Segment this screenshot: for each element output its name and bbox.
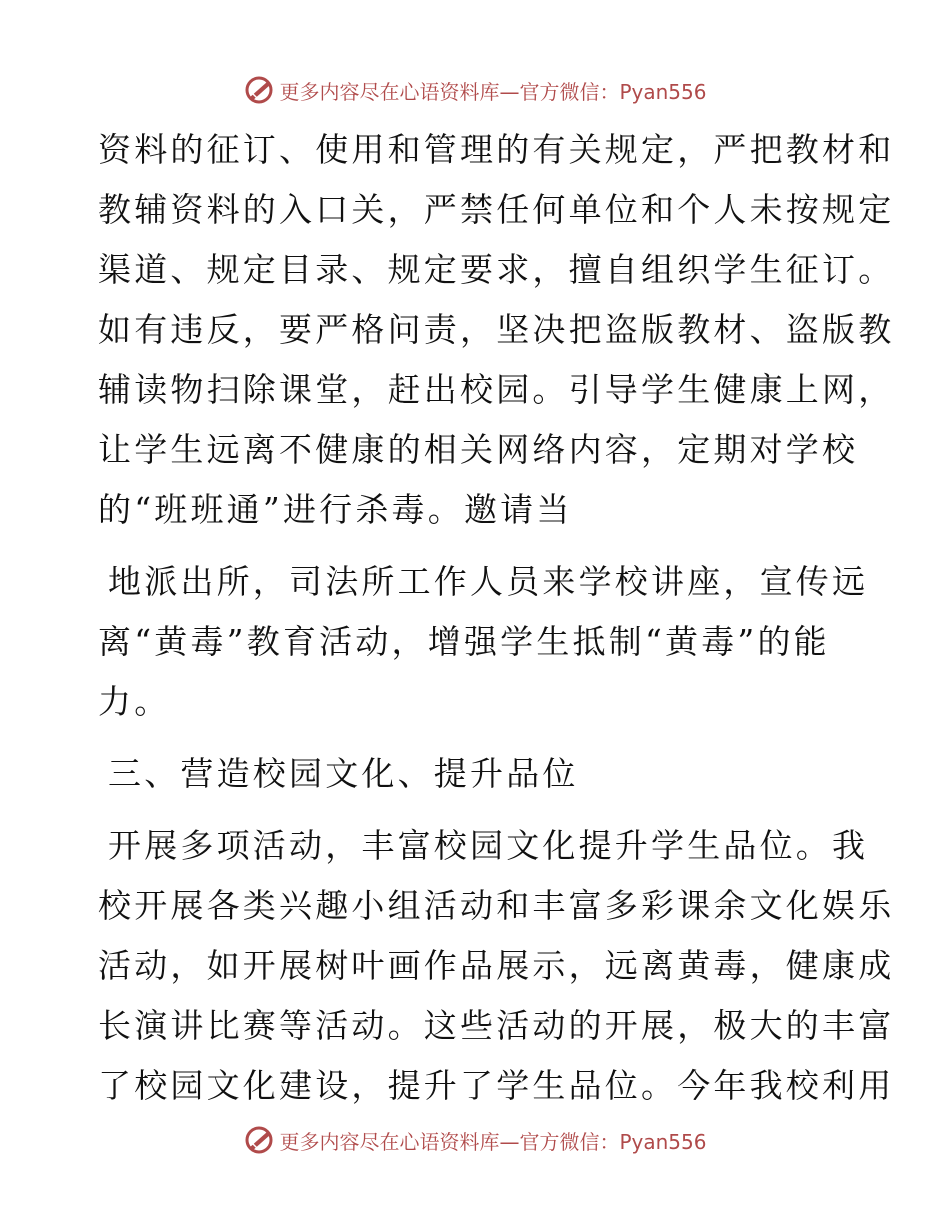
footer-watermark [0, 1120, 950, 1160]
paragraph [98, 120, 895, 540]
text-line: 的“班班通”进行杀毒。邀请当 [98, 490, 573, 529]
text-line: 渠道、规定目录、规定要求，擅自组织学生征订。 [98, 250, 895, 289]
text-line: 如有违反，要严格问责，坚决把盗版教材、盗版教 [98, 310, 895, 349]
watermark-text: 更多内容尽在心语资料库—官方微信：Pyan556 [279, 79, 707, 104]
text-line: 力。 [98, 682, 171, 721]
header-watermark [0, 70, 950, 110]
text-line: 辅读物扫除课堂，赶出校园。引导学生健康上网， [98, 370, 895, 409]
text-line: 开展多项活动，丰富校园文化提升学生品位。我 [108, 826, 869, 865]
text-line: 让学生远离不健康的相关网络内容，定期对学校 [98, 430, 859, 469]
paragraph [98, 816, 895, 1116]
heading-text: 三、营造校园文化、提升品位 [108, 754, 579, 793]
logo-icon [243, 74, 275, 106]
text-line: 离“黄毒”教育活动，增强学生抵制“黄毒”的能 [98, 622, 830, 661]
text-line: 地派出所，司法所工作人员来学校讲座，宣传远 [108, 562, 869, 601]
watermark-text: 更多内容尽在心语资料库—官方微信：Pyan556 [279, 1129, 707, 1154]
text-line: 长演讲比赛等活动。这些活动的开展，极大的丰富 [98, 1006, 895, 1045]
text-line: 活动，如开展树叶画作品展示，远离黄毒，健康成 [98, 946, 895, 985]
document-body [98, 120, 895, 1116]
text-line: 校开展各类兴趣小组活动和丰富多彩课余文化娱乐 [98, 886, 895, 925]
text-line: 了校园文化建设，提升了学生品位。今年我校利用 [98, 1066, 895, 1105]
paragraph [98, 552, 869, 732]
text-line: 教辅资料的入口关，严禁任何单位和个人未按规定 [98, 190, 895, 229]
section-heading [98, 744, 858, 804]
logo-icon [243, 1124, 275, 1156]
text-line: 资料的征订、使用和管理的有关规定，严把教材和 [98, 130, 895, 169]
